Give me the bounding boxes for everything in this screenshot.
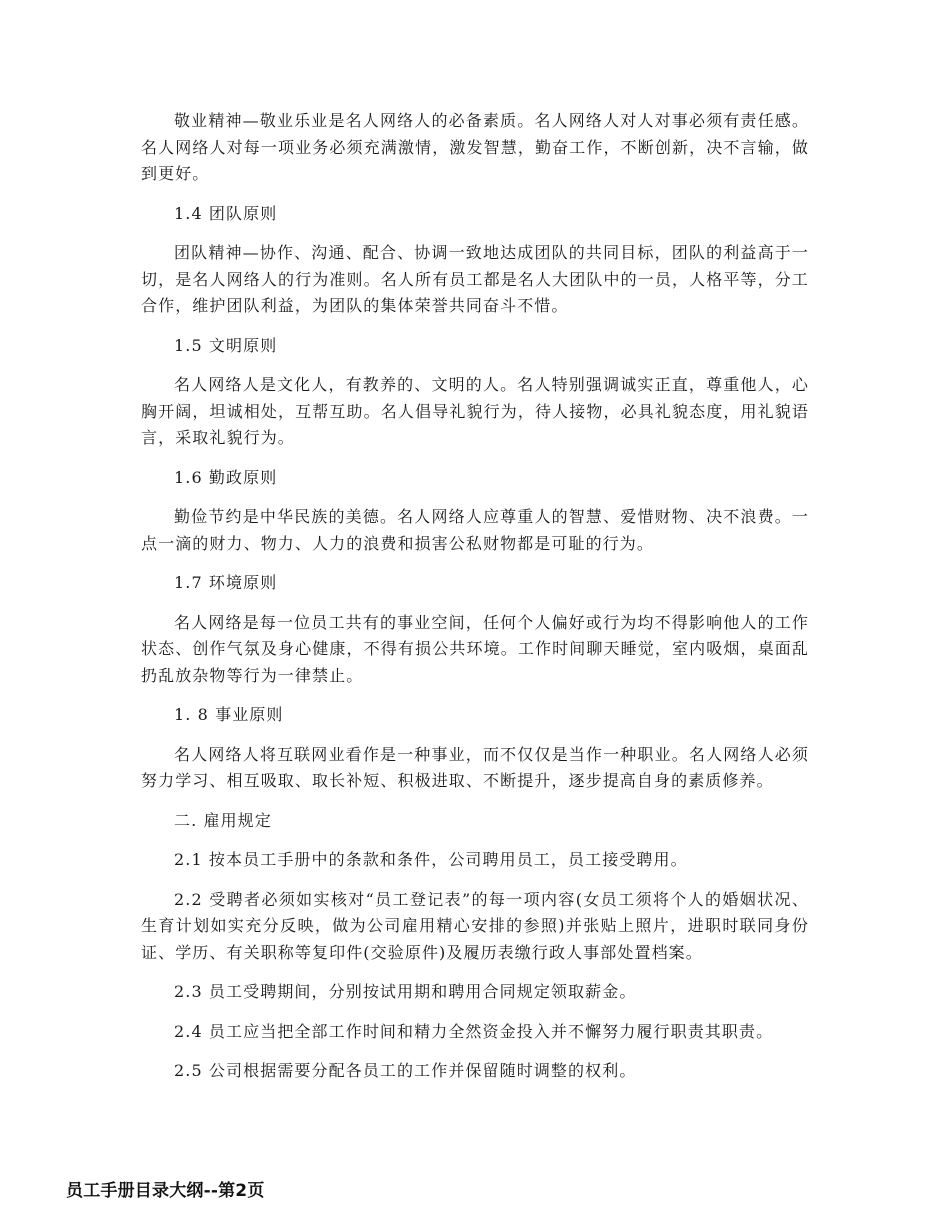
- paragraph-environment: 名人网络是每一位员工共有的事业空间，任何个人偏好或行为均不得影响他人的工作状态、创作气氛及身心健康，不得有损公共环境。工作时间聊天睡觉，室内吸烟，桌面乱扔乱放杂物等行为一律禁止。: [141, 612, 809, 685]
- document-body: [141, 108, 809, 1098]
- section-heading-1-5: 1.5 文明原则: [174, 335, 278, 355]
- paragraph-civility: 名人网络人是文化人，有教养的、文明的人。名人特别强调诚实正直，尊重他人，心胸开阔，坦诚相处，互帮互助。名人倡导礼貌行为，待人接物，必具礼貌态度，用礼貌语言，采取礼貌行为。: [141, 375, 809, 447]
- page-footer: 员工手册目录大纲--第2页: [66, 1181, 265, 1201]
- section-heading-1-4: 1.4 团队原则: [174, 203, 278, 223]
- section-heading-1-6: 1.6 勤政原则: [174, 467, 278, 487]
- paragraph-2-3: 2.3 员工受聘期间，分别按试用期和聘用合同规定领取薪金。: [174, 982, 637, 1001]
- section-heading-1-8: 1. 8 事业原则: [174, 705, 284, 724]
- paragraph-thrift: 勤俭节约是中华民族的美德。名人网络人应尊重人的智慧、爱惜财物、决不浪费。一点一滴的财力、物力、人力的浪费和损害公私财物都是可耻的行为。: [141, 507, 809, 553]
- paragraph-2-1: 2.1 按本员工手册中的条款和条件，公司聘用员工，员工接受聘用。: [174, 850, 688, 869]
- paragraph-2-2: 2.2 受聘者必须如实核对“员工登记表”的每一项内容(女员工须将个人的婚姻状况、生育计划如实充分反映，做为公司雇用精心安排的参照)并张贴上照片，进职时联同身份证、学历、有关职称等复印件(交验原件)及履历表缴行政人事部处置档案。: [141, 889, 809, 962]
- paragraph-career: 名人网络人将互联网业看作是一种事业，而不仅仅是当作一种职业。名人网络人必须努力学习、相互吸取、取长补短、积极进取、不断提升，逐步提高自身的素质修养。: [141, 744, 809, 790]
- section-heading-employment: 二. 雇用规定: [174, 810, 272, 830]
- paragraph-2-4: 2.4 员工应当把全部工作时间和精力全然资金投入并不懈努力履行职责其职责。: [174, 1021, 774, 1041]
- paragraph-dedication: 敬业精神—敬业乐业是名人网络人的必备素质。名人网络人对人对事必须有责任感。名人网络人对每一项业务必须充满激情，激发智慧，勤奋工作，不断创新，决不言输，做到更好。: [141, 111, 809, 183]
- paragraph-2-5: 2.5 公司根据需要分配各员工的工作并保留随时调整的权利。: [174, 1061, 637, 1080]
- paragraph-teamwork: 团队精神—协作、沟通、配合、协调一致地达成团队的共同目标，团队的利益高于一切，是名人网络人的行为准则。名人所有员工都是名人大团队中的一员，人格平等，分工合作，维护团队利益，为团队的集体荣誉共同奋斗不惜。: [141, 243, 809, 315]
- section-heading-1-7: 1.7 环境原则: [174, 573, 278, 592]
